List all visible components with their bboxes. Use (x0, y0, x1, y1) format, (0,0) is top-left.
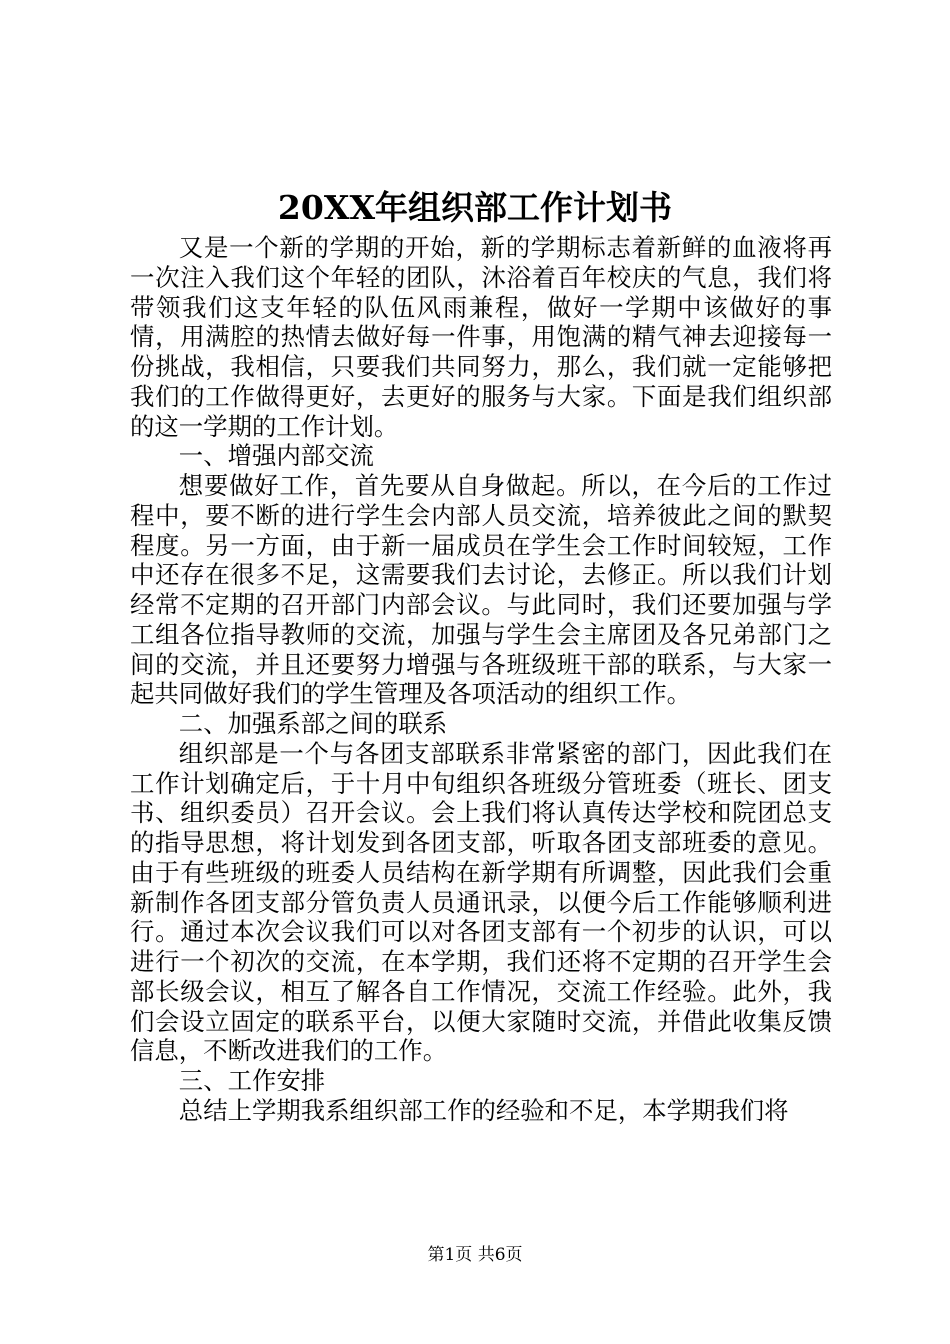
intro-paragraph: 又是一个新的学期的开始，新的学期标志着新鲜的血液将再一次注入我们这个年轻的团队，沐浴着百年校庆的气息，我们将带领我们这支年轻的队伍风雨兼程，做好一学期中该做好的事情，用满腔的热情去做好每一件事，用饱满的精气神去迎接每一份挑战，我相信，只要我们共同努力，那么，我们就一定能够把我们的工作做得更好，去更好的服务与大家。下面是我们组织部的这一学期的工作计划。 (130, 233, 832, 441)
work-arrangement-paragraph: 总结上学期我系组织部工作的经验和不足，本学期我们将 (178, 1095, 789, 1125)
section-heading-department-contact: 二、加强系部之间的联系 (178, 709, 448, 738)
section-heading-internal-communication: 一、增强内部交流 (178, 441, 374, 471)
internal-communication-paragraph: 想要做好工作，首先要从自身做起。所以，在今后的工作过程中，要不断的进行学生会内部人员交流，培养彼此之间的默契程度。另一方面，由于新一届成员在学生会工作时间较短，工作中还存在很多不足，这需要我们去讨论，去修正。所以我们计划经常不定期的召开部门内部会议。与此同时，我们还要加强与学工组各位指导教师的交流，加强与学生会主席团及各兄弟部门之间的交流，并且还要努力增强与各班级班干部的联系，与大家一起共同做好我们的学生管理及各项活动的组织工作。 (130, 471, 832, 709)
document-body (130, 233, 832, 1126)
document-title: 20XX年组织部工作计划书 (277, 188, 673, 227)
page-footer: 第1页 共6页 (427, 1245, 523, 1265)
section-heading-work-arrangement: 三、工作安排 (178, 1066, 326, 1095)
department-contact-paragraph: 组织部是一个与各团支部联系非常紧密的部门，因此我们在工作计划确定后，于十月中旬组织各班级分管班委（班长、团支书、组织委员）召开会议。会上我们将认真传达学校和院团总支的指导思想，将计划发到各团支部，听取各团支部班委的意见。由于有些班级的班委人员结构在新学期有所调整，因此我们会重新制作各团支部分管负责人员通讯录，以便今后工作能够顺利进行。通过本次会议我们可以对各团支部有一个初步的认识，可以进行一个初次的交流，在本学期，我们还将不定期的召开学生会部长级会议，相互了解各自工作情况，交流工作经验。此外，我们会设立固定的联系平台，以便大家随时交流，并借此收集反馈信息，不断改进我们的工作。 (130, 738, 832, 1066)
